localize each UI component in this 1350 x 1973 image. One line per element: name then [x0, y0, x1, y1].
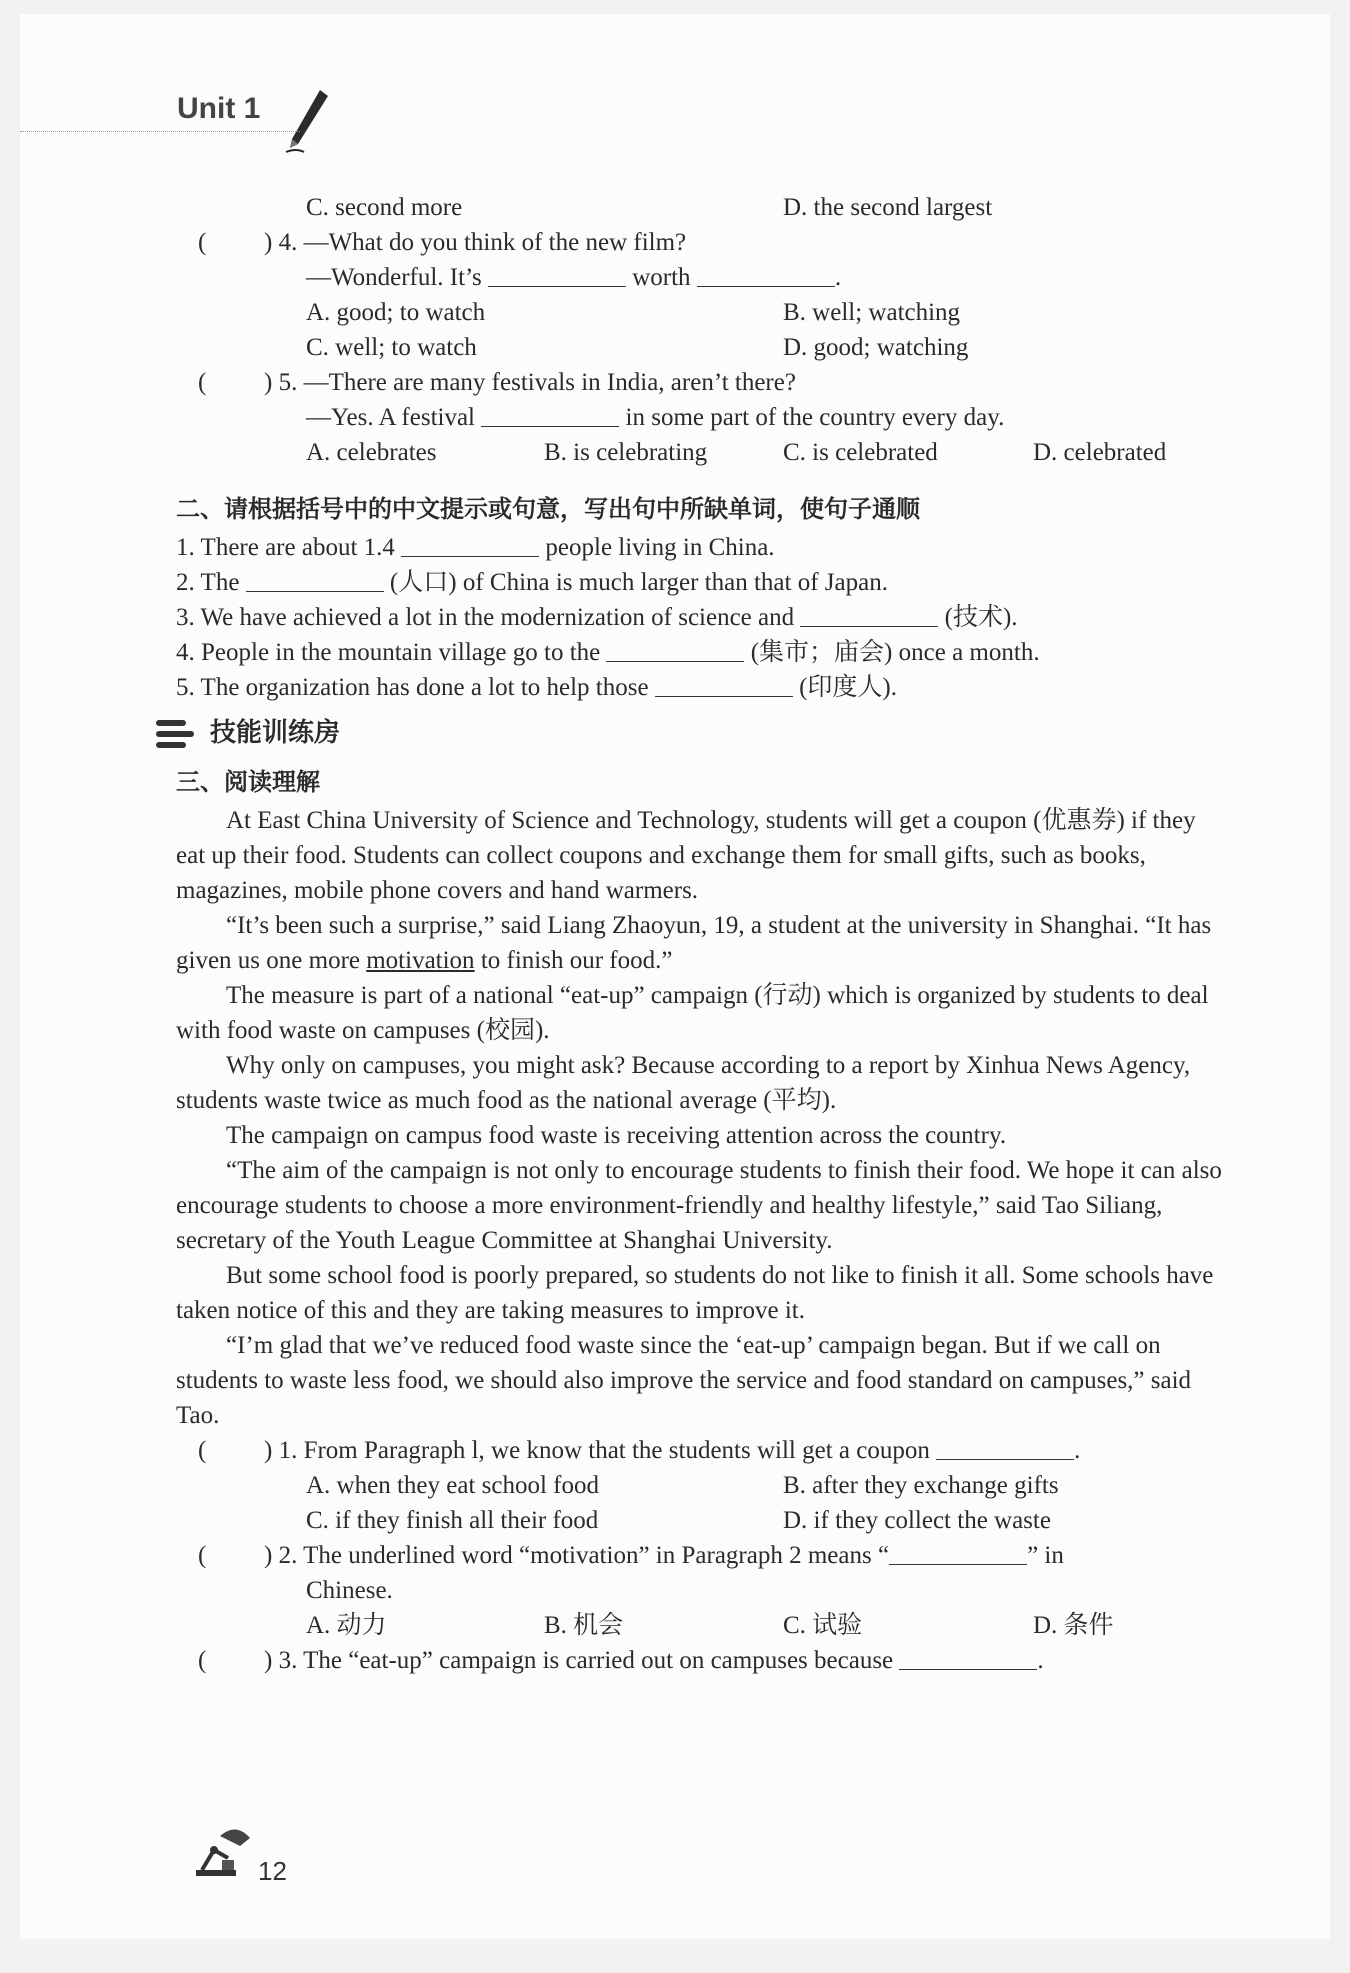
q4-line2 — [176, 260, 1226, 295]
sentence-2-blank[interactable] — [246, 567, 384, 592]
reading-q2-option-c: C. 试验 — [783, 1612, 863, 1639]
reading-q1-blank[interactable] — [936, 1435, 1074, 1460]
fill-sentence-1 — [176, 530, 1226, 565]
reading-q3-end: . — [1037, 1647, 1044, 1674]
reading-q2-question: ) 2. The underlined word “motivation” in Paragraph 2 means “ — [264, 1542, 890, 1569]
fill-sentence-3 — [176, 600, 1226, 635]
reading-q1-option-b: B. after they exchange gifts — [783, 1472, 1059, 1499]
fill-sentence-5 — [176, 670, 1226, 705]
q3-option-c: C. second more — [306, 194, 463, 221]
sentence-1-text-b: people living in China. — [545, 534, 775, 561]
reading-q1-end: . — [1074, 1437, 1081, 1464]
page-number: 12 — [258, 1856, 287, 1886]
q4-text-c: . — [834, 264, 842, 291]
reading-q2-chinese: Chinese. — [306, 1577, 393, 1604]
q5-blank[interactable] — [481, 402, 619, 427]
answer-paren[interactable]: ( — [198, 1647, 207, 1674]
answer-paren[interactable]: ( — [198, 1542, 207, 1569]
sentence-3-text-b: (技术). — [944, 604, 1018, 631]
q4-text-a: —Wonderful. It’s — [306, 264, 482, 291]
q5-option-a: A. celebrates — [306, 439, 437, 466]
sentence-4-text-a: 4. People in the mountain village go to the — [176, 639, 601, 666]
reading-q3-stem — [176, 1643, 1226, 1678]
q4-question: ) 4. —What do you think of the new film? — [264, 229, 687, 256]
q5-line2 — [176, 400, 1226, 435]
passage-p2-text-a: “It’s been such a surprise,” said Liang Zhaoyun, 19, a student at the university in Shanghai. “It has given us one more — [176, 912, 1212, 974]
reading-q2-blank[interactable] — [889, 1540, 1027, 1565]
passage-paragraph-7: But some school food is poorly prepared, so students do not like to finish it all. Some schools have taken notice of this and they are taking measures to improve it. — [176, 1262, 1214, 1324]
q4-blank-2[interactable] — [697, 262, 835, 287]
workbook-page — [20, 14, 1330, 1939]
q4-option-a: A. good; to watch — [306, 299, 486, 326]
exercise-content — [176, 190, 1226, 1678]
q4-stem — [176, 225, 1226, 260]
passage-paragraph-6: “The aim of the campaign is not only to encourage students to finish their food. We hope it can also encourage students to choose a more environment-friendly and healthy lifestyle,” said Tao Siliang, secretary of the Youth League Committee at Shanghai University. — [176, 1157, 1222, 1254]
sentence-1-blank[interactable] — [401, 532, 539, 557]
reading-q2-option-b: B. 机会 — [544, 1612, 624, 1639]
reading-q2-option-a: A. 动力 — [306, 1612, 387, 1639]
reading-q1-option-a: A. when they eat school food — [306, 1472, 599, 1499]
passage-p2-text-b: to finish our food.” — [480, 947, 673, 974]
reading-q1-stem — [176, 1433, 1226, 1468]
q5-option-d: D. celebrated — [1033, 439, 1167, 466]
q5-option-b: B. is celebrating — [544, 439, 708, 466]
q5-option-c: C. is celebrated — [783, 439, 938, 466]
q5-text-a: —Yes. A festival — [306, 404, 476, 431]
passage-paragraph-1: At East China University of Science and Technology, students will get a coupon (优惠券) if they eat up their food. Students can collect coupons and exchange them for small gifts, such as books, magazines, mobile phone covers and hand warmers. — [176, 807, 1196, 904]
reading-q2-option-d: D. 条件 — [1033, 1612, 1114, 1639]
reading-q2-stem — [176, 1538, 1226, 1573]
reading-q3-blank[interactable] — [899, 1645, 1037, 1670]
pen-icon — [282, 86, 334, 156]
skills-section-icon — [154, 717, 196, 751]
fill-sentence-2 — [176, 565, 1226, 600]
fill-sentence-4 — [176, 635, 1226, 670]
reading-q2-end: ” in — [1027, 1542, 1064, 1569]
sentence-2-text-a: 2. The — [176, 569, 240, 596]
desk-lamp-icon — [192, 1814, 258, 1880]
sentence-3-blank[interactable] — [800, 602, 938, 627]
q4-options-ab — [176, 295, 1226, 330]
q4-option-c: C. well; to watch — [306, 334, 477, 361]
q4-option-b: B. well; watching — [783, 299, 961, 326]
reading-passage — [176, 803, 1226, 1433]
sentence-5-text-b: (印度人). — [799, 674, 897, 701]
sentence-1-text-a: 1. There are about 1.4 — [176, 534, 395, 561]
reading-q1-options-cd — [176, 1503, 1226, 1538]
reading-q2-line2 — [176, 1573, 1226, 1608]
sentence-5-blank[interactable] — [655, 672, 793, 697]
reading-q1-options-ab — [176, 1468, 1226, 1503]
skills-heading — [154, 705, 1226, 761]
q3-options-cd — [176, 190, 1226, 225]
reading-q3-question: ) 3. The “eat-up” campaign is carried out on campuses because — [264, 1647, 894, 1674]
reading-q1-question: ) 1. From Paragraph l, we know that the students will get a coupon — [264, 1437, 930, 1464]
underlined-word: motivation — [366, 947, 475, 974]
passage-paragraph-3: The measure is part of a national “eat-up” campaign (行动) which is organized by students to deal with food waste on campuses (校园). — [176, 982, 1209, 1044]
skills-title: 技能训练房 — [210, 718, 341, 748]
q4-blank-1[interactable] — [488, 262, 626, 287]
sentence-4-text-b: (集市；庙会) once a month. — [750, 639, 1040, 666]
passage-paragraph-8: “I’m glad that we’ve reduced food waste since the ‘eat-up’ campaign began. But if we call on students to waste less food, we should also improve the service and food standard on campuses,” said Tao. — [176, 1332, 1192, 1429]
passage-paragraph-4: Why only on campuses, you might ask? Because according to a report by Xinhua News Agency, students waste twice as much food as the national average (平均). — [176, 1052, 1191, 1114]
passage-paragraph-2 — [176, 908, 1226, 978]
q5-text-b: in some part of the country every day. — [625, 404, 1005, 431]
reading-q1-option-d: D. if they collect the waste — [783, 1507, 1051, 1534]
q4-options-cd — [176, 330, 1226, 365]
sentence-5-text-a: 5. The organization has done a lot to help those — [176, 674, 649, 701]
answer-paren[interactable]: ( — [198, 369, 207, 396]
q4-text-b: worth — [632, 264, 691, 291]
passage-paragraph-5: The campaign on campus food waste is receiving attention across the country. — [226, 1122, 1007, 1149]
section-two-heading: 二、请根据括号中的中文提示或句意，写出句中所缺单词，使句子通顺 — [176, 495, 920, 523]
q3-option-d: D. the second largest — [783, 194, 993, 221]
sentence-3-text-a: 3. We have achieved a lot in the modernization of science and — [176, 604, 795, 631]
sentence-2-text-b: (人口) of China is much larger than that of Japan. — [389, 569, 888, 596]
reading-q1-option-c: C. if they finish all their food — [306, 1507, 599, 1534]
header-rule — [20, 131, 300, 132]
unit-title: Unit 1 — [177, 92, 261, 125]
answer-paren[interactable]: ( — [198, 1437, 207, 1464]
q5-stem — [176, 365, 1226, 400]
sentence-4-blank[interactable] — [606, 637, 744, 662]
q4-option-d: D. good; watching — [783, 334, 969, 361]
reading-q2-options — [176, 1608, 1226, 1643]
reading-heading: 三、阅读理解 — [176, 768, 320, 796]
answer-paren[interactable]: ( — [198, 229, 207, 256]
q5-options — [176, 435, 1226, 470]
q5-question: ) 5. —There are many festivals in India, aren’t there? — [264, 369, 796, 396]
